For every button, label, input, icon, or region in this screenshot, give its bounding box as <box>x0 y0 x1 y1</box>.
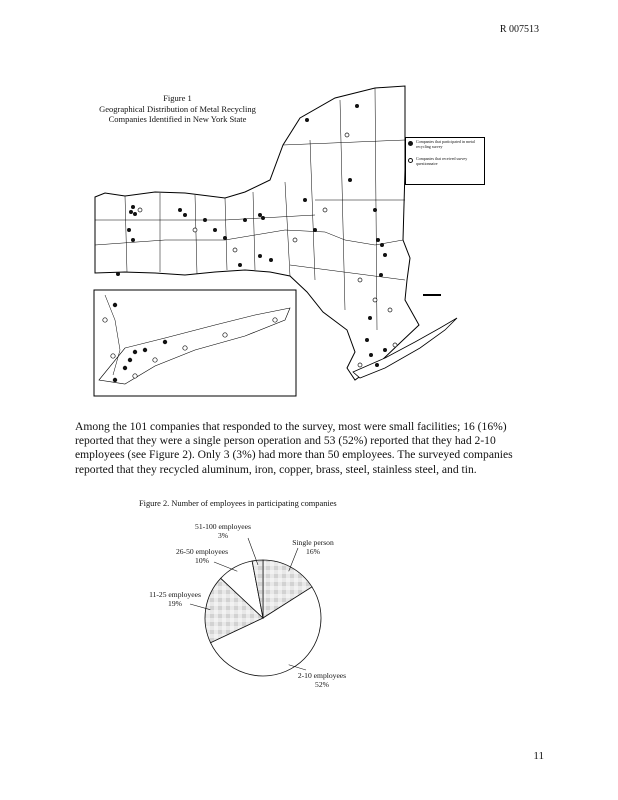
ny-state-map <box>85 80 475 400</box>
legend-participated-label: Companies that participated in metal recycling survey <box>416 139 475 149</box>
pie-label-percent: 10% <box>195 556 209 565</box>
pie-label-name: 2-10 employees <box>297 671 347 680</box>
hollow-dot-icon <box>408 158 413 163</box>
legend-row-received <box>408 157 482 166</box>
pie-leader-line <box>214 562 237 571</box>
pie-label-name: Single person <box>292 538 334 547</box>
figure1-label: Figure 1 <box>163 93 192 103</box>
scale-bar <box>423 294 441 296</box>
figure1-title-line1: Geographical Distribution of Metal Recycling <box>99 103 256 114</box>
body-paragraph: Among the 101 companies that responded to the survey, most were small facilities; 16 (16%) reported that they were a single person operation and 53 (52%) reported that they had 2-10 employees (see Figure 2). Only 3 (3%) had more than 50 employees. The surveyed companies reported that they recycled aluminum, iron, copper, brass, steel, stainless steel, and tin. <box>75 420 513 476</box>
pie-leader-line <box>289 548 298 571</box>
filled-dot-icon <box>408 141 413 146</box>
pie-label-percent: 52% <box>315 680 329 689</box>
page-number: 11 <box>533 750 544 762</box>
pie-label-name: 26-50 employees <box>175 547 229 556</box>
document-id: R 007513 <box>499 24 539 35</box>
pie-label-percent: 3% <box>217 531 229 540</box>
employees-pie-chart <box>130 518 390 693</box>
figure1-title-line2: Companies Identified in New York State <box>108 114 247 124</box>
pie-label-percent: 16% <box>306 547 320 556</box>
pie-label-name: 51-100 employees <box>195 522 251 531</box>
map-legend <box>405 137 485 185</box>
legend-row-participated <box>408 140 482 149</box>
figure1-title <box>85 93 270 125</box>
figure2-caption: Figure 2. Number of employees in participating companies <box>139 499 337 508</box>
pie-label-percent: 19% <box>168 599 182 608</box>
legend-received-label: Companies that received survey questionnaire <box>416 156 468 166</box>
pie-label-name: 11-25 employees <box>149 590 201 599</box>
